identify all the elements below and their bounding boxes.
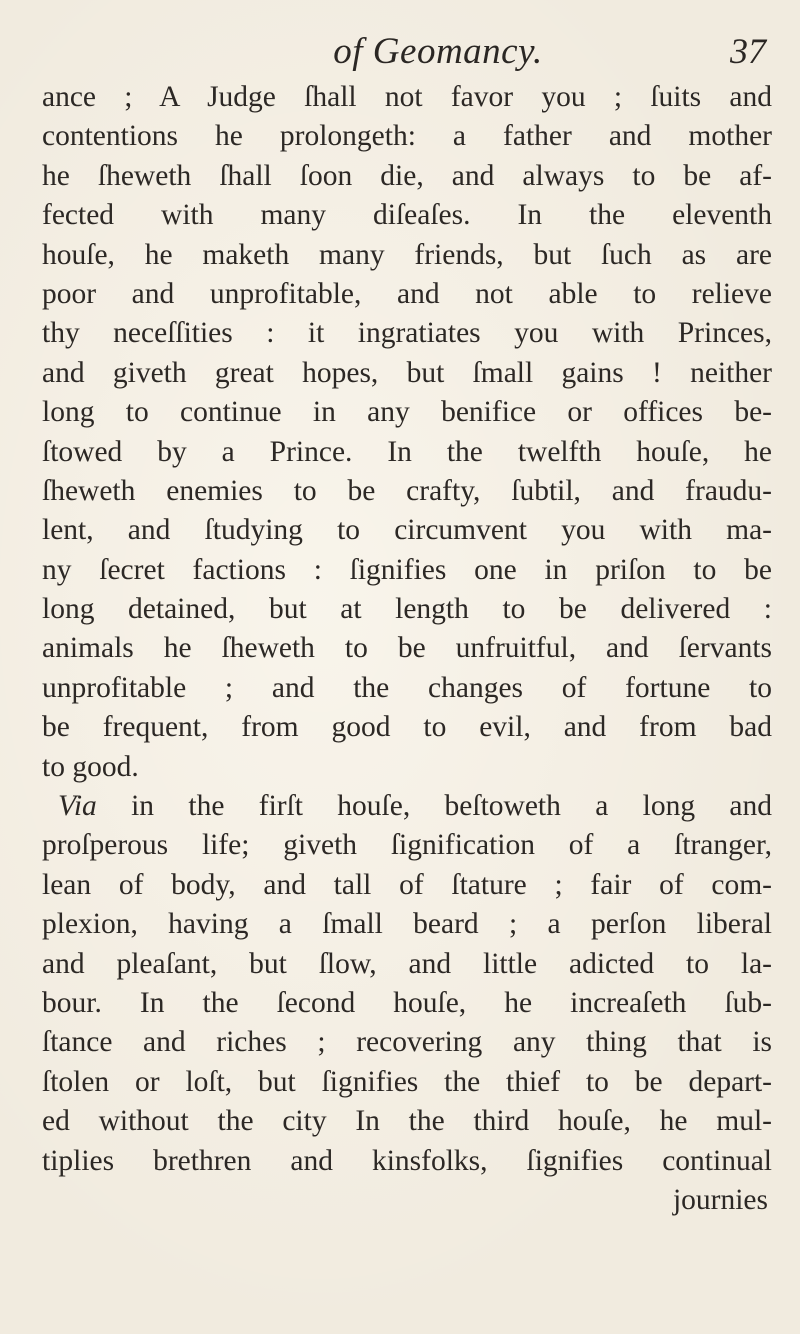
paragraph-lead-word: Via — [58, 790, 97, 823]
text-line: plexion, having a ſmall beard ; a perſon liberal — [42, 908, 772, 941]
text-line: long to continue in any benifice or offices be- — [42, 396, 772, 429]
text-line: and pleaſant, but ſlow, and little adicted to la- — [42, 947, 772, 980]
text-line: ſtance and riches ; recovering any thing that is — [42, 1026, 772, 1059]
text-line: and giveth great hopes, but ſmall gains ! neither — [42, 356, 772, 389]
text-line: fected with many diſeaſes. In the eleventh — [42, 199, 772, 232]
body-text — [42, 78, 772, 1220]
page-number: 37 — [730, 31, 766, 71]
text-line: be frequent, from good to evil, and from bad — [42, 711, 772, 744]
text-line: poor and unprofitable, and not able to relieve — [42, 277, 772, 310]
text-line: he ſheweth ſhall ſoon die, and always to be af- — [42, 159, 772, 192]
text-line: ed without the city In the third houſe, he mul- — [42, 1105, 772, 1138]
paragraph-first-line-text: in the firſt houſe, beſtoweth a long and — [96, 790, 772, 823]
text-line: thy neceſſities : it ingratiates you with Princes, — [42, 317, 772, 350]
text-line: tiplies brethren and kinsfolks, ſignifies continual — [42, 1144, 772, 1177]
paragraph-first-line — [42, 787, 772, 826]
text-line: proſperous life; giveth ſignification of a ſtranger, — [42, 829, 772, 862]
running-title: of Geomancy. — [333, 31, 543, 72]
text-line: lent, and ſtudying to circumvent you with ma- — [42, 514, 772, 547]
text-line: animals he ſheweth to be unfruitful, and ſervants — [42, 632, 772, 665]
text-line: bour. In the ſecond houſe, he increaſeth ſub- — [42, 986, 772, 1019]
text-line: to good. — [42, 750, 139, 783]
text-line: ſheweth enemies to be crafty, ſubtil, and fraudu- — [42, 474, 772, 507]
text-line: unprofitable ; and the changes of fortune to — [42, 671, 772, 704]
text-line: ance ; A Judge ſhall not favor you ; ſuits and — [42, 81, 772, 113]
page-header — [0, 30, 800, 80]
catchword: journies — [672, 1183, 768, 1216]
text-line: contentions he prolongeth: a father and mother — [42, 120, 772, 153]
text-line: ſtowed by a Prince. In the twelfth houſe, he — [42, 435, 772, 468]
text-line: long detained, but at length to be delivered : — [42, 593, 772, 626]
text-line: ny ſecret factions : ſignifies one in priſon to be — [42, 553, 772, 586]
text-line: houſe, he maketh many friends, but ſuch as are — [42, 238, 772, 271]
text-line: lean of body, and tall of ſtature ; fair of com- — [42, 868, 772, 901]
text-line: ſtolen or loſt, but ſignifies the thief to be depart- — [42, 1065, 772, 1098]
